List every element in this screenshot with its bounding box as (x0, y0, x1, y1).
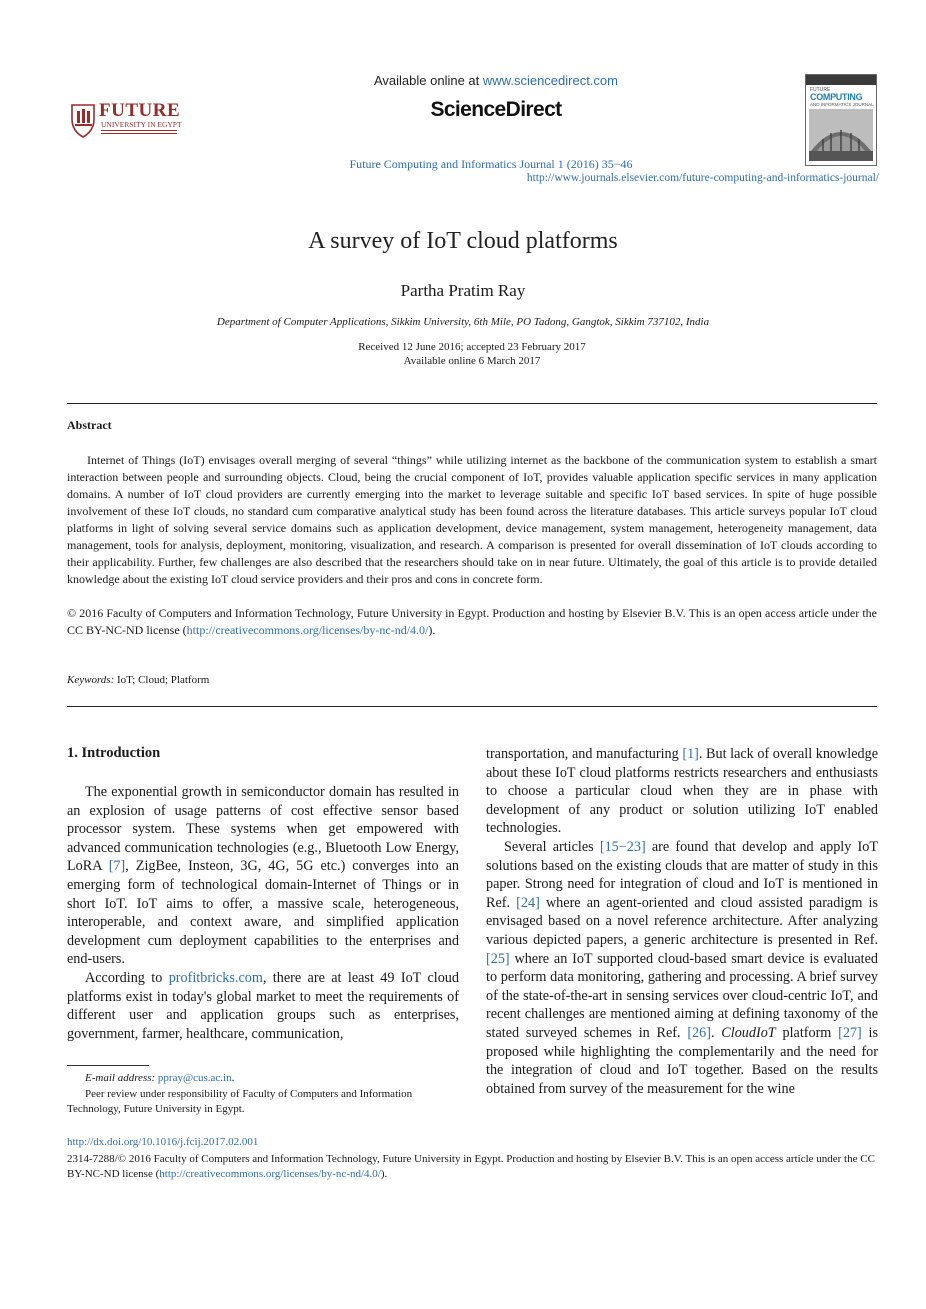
right-column (486, 745, 878, 1098)
available-prefix: Available online at (373, 73, 483, 88)
divider (67, 403, 877, 404)
footer-license-note (67, 1152, 877, 1182)
footnote-rule (67, 1065, 149, 1066)
available-online (0, 73, 926, 88)
cover-photo (809, 109, 873, 161)
keywords-values: IoT; Cloud; Platform (117, 674, 210, 686)
text-run: ). (380, 1168, 388, 1180)
email-footnote (67, 1071, 459, 1086)
text-run: . (231, 1072, 235, 1084)
text-run: . (710, 1024, 722, 1041)
citation-link[interactable]: [27] (838, 1024, 862, 1041)
text-run: According to (85, 969, 169, 986)
citation-link[interactable]: [15−23] (599, 838, 646, 855)
section-heading: 1. Introduction (67, 745, 161, 761)
citation-link[interactable]: [25] (486, 950, 510, 967)
keywords-label: Keywords: (67, 674, 115, 686)
divider (67, 706, 877, 707)
journal-cover-thumbnail (805, 74, 877, 166)
paragraph (67, 783, 459, 969)
article-dates (0, 340, 926, 368)
available-online-date: Available online 6 March 2017 (403, 355, 541, 367)
copyright-close: ). (428, 623, 436, 637)
footer-license-link[interactable]: http://creativecommons.org/licenses/by-nc-nd/4.0/ (159, 1168, 381, 1180)
article-title: A survey of IoT cloud platforms (308, 228, 618, 254)
logo-subtext: UNIVERSITY IN EGYPT (101, 120, 182, 129)
text-run: transportation, and manufacturing (486, 746, 683, 762)
copyright-text: © 2016 Faculty of Computers and Information Technology, Future University in Egypt. Production and hosting by Elsevier B.V. This is an open access article under the CC BY-NC-ND license ( (67, 606, 877, 637)
cover-kicker: FUTURE (810, 87, 831, 93)
cover-top-band (806, 75, 876, 85)
sciencedirect-brand: ScienceDirect (430, 98, 562, 121)
journal-citation[interactable]: Future Computing and Informatics Journal 1 (2016) 35−46 (349, 157, 633, 171)
paragraph (486, 745, 878, 838)
text-run: where an IoT supported cloud-based smart device is evaluated to perform data monitoring, gathering and processing. A brief survey of the state-of-the-art in sensing services over cloud-centric IoT, and recent challenges are mentioned aiming at defining taxonomy of the stated surveyed schemes in Ref. (486, 950, 878, 1041)
text-run: , ZigBee, Insteon, 3G, 4G, 5G etc.) converges into an emerging form of technological domain-Internet of Things or in short IoT. IoT aims to offer, a massive scale, heterogeneous, interoperable, and context aware, and simplified application development cum deployment capabilities to the enterprises and end-users. (67, 858, 459, 968)
journal-url-link[interactable]: http://www.journals.elsevier.com/future-computing-and-informatics-journal/ (526, 172, 879, 184)
profitbricks-link[interactable]: profitbricks.com (168, 969, 263, 986)
keywords (67, 674, 209, 686)
text-run: where an agent-oriented and cloud assisted paradigm is envisaged based on a novel reference architecture. After analyzing various depicted papers, a generic architecture is presented in Ref. (486, 894, 878, 948)
text-run-italic: CloudIoT (721, 1024, 776, 1041)
citation-link[interactable]: [7] (108, 858, 126, 875)
doi-link[interactable]: http://dx.doi.org/10.1016/j.fcij.2017.02.001 (67, 1136, 259, 1148)
email-label: E-mail address: (85, 1072, 158, 1084)
peer-review-note: Peer review under responsibility of Faculty of Computers and Information Technology, Future University in Egypt. (67, 1088, 413, 1115)
received-date: Received 12 June 2016; accepted 23 February 2017 (358, 341, 586, 353)
text-run: platform (775, 1024, 839, 1041)
text-run: 2314-7288/© 2016 Faculty of Computers and Information Technology, Future University in Egypt. Production and hosting by Elsevier B.V. This is an open access article under the CC BY-NC-ND license ( (67, 1153, 875, 1180)
text-run: are found that develop and apply IoT solutions based on the existing clouds that are matter of study in this paper. Strong need for integration of cloud and IoT is mentioned in Ref. (486, 838, 878, 911)
license-link[interactable]: http://creativecommons.org/licenses/by-nc-nd/4.0/ (186, 623, 429, 637)
text-run: is proposed while highlighting the complementarily and the need for the integration of cloud and IoT together. Based on the results obtained from survey of the measurement for the wine (486, 1024, 879, 1097)
logo-text: FUTURE (99, 100, 181, 121)
text-run: Several articles (504, 838, 600, 855)
citation-link[interactable]: [26] (687, 1024, 711, 1041)
cover-subtitle: AND INFORMATICS JOURNAL (810, 102, 874, 107)
abstract-heading: Abstract (67, 418, 112, 432)
left-column (67, 783, 459, 1043)
abstract-copyright (67, 605, 877, 639)
abstract-text: Internet of Things (IoT) envisages overall merging of several “things” while utilizing internet as the backbone of the communication system to establish a smart interaction between people and surrounding objects. Cloud, being the crucial component of IoT, provides valuable application specific services in many application domains. A number of IoT cloud providers are currently emerging into the market to leverage suitable and specific IoT based services. In spite of huge possible involvement of these IoT clouds, no standard cum comparative analytical study has been found across the literature databases. This article surveys popular IoT cloud platforms in light of solving several service domains such as application development, device management, system management, heterogeneity management, data management, tools for analysis, deployment, monitoring, visualization, and research. A comparison is presented for overall dissemination of IoT clouds according to their applicability. Further, few challenges are also described that the researchers should take on in near future. Ultimately, the goal of this article is to provide detailed knowledge about the existing IoT cloud service providers and their pros and cons in concrete form. (67, 453, 877, 586)
author-affiliation: Department of Computer Applications, Sikkim University, 6th Mile, PO Tadong, Gangtok, Sikkim 737102, India (216, 316, 710, 328)
paragraph (67, 969, 459, 1043)
text-run: , there are at least 49 IoT cloud platforms exist in today's global market to meet the requirements of different user and application groups such as enterprises, government, farmer, healthcare, communication, (67, 969, 459, 1042)
text-run: . But lack of overall knowledge about these IoT cloud platforms restricts researchers and enthusiasts to choose a particular cloud when they are in phase with development of any product or solution utilizing IoT enabled technologies. (486, 746, 878, 837)
citation-link[interactable]: [1] (682, 746, 699, 762)
email-link[interactable]: ppray@cus.ac.in (157, 1072, 232, 1084)
cover-title: COMPUTING (810, 92, 863, 102)
citation-link[interactable]: [24] (516, 894, 540, 911)
paragraph (486, 838, 878, 1098)
sciencedirect-link[interactable]: www.sciencedirect.com (482, 73, 618, 88)
text-run: The exponential growth in semiconductor domain has resulted in an explosion of usage patterns of cost effective sensor based processor system. These systems when get empowered with advanced communication technologies (e.g., Bluetooth Low Energy, LoRA (67, 784, 459, 875)
author-name: Partha Pratim Ray (400, 281, 526, 300)
